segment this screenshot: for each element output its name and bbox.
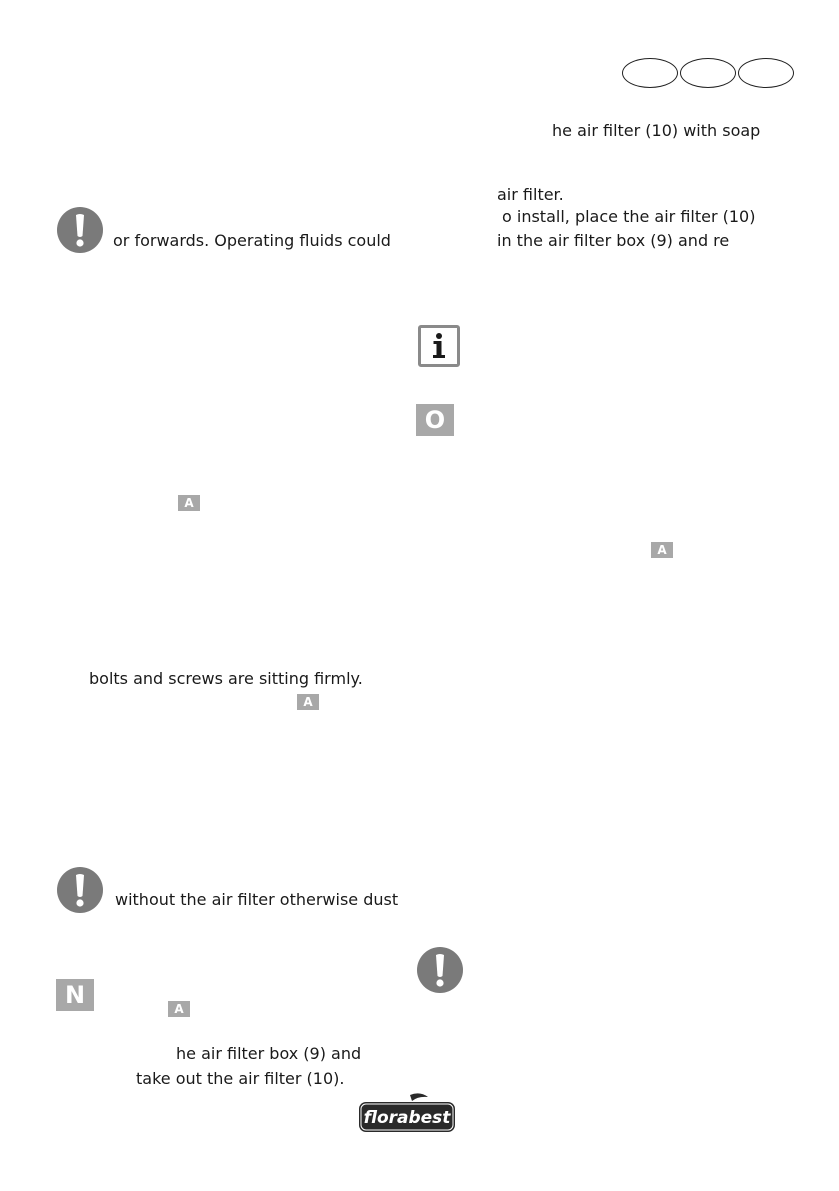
figure-reference: A <box>168 1001 190 1017</box>
body-text: he air filter box (9) and <box>176 1044 362 1063</box>
body-text: he air filter (10) with soap <box>552 121 761 140</box>
florabest-logo <box>358 1092 456 1134</box>
language-badges <box>622 58 794 90</box>
info-icon <box>418 325 460 367</box>
language-badge <box>622 58 678 88</box>
language-badge <box>680 58 736 88</box>
warning-text: or forwards. Operating fluids could <box>113 231 391 250</box>
figure-reference: A <box>178 495 200 511</box>
exclamation-warning-icon <box>416 946 464 994</box>
body-text: bolts and screws are sitting firmly. <box>89 669 363 688</box>
section-letter-badge: N <box>56 979 94 1011</box>
language-badge <box>738 58 794 88</box>
section-letter-badge: O <box>416 404 454 436</box>
exclamation-warning-icon <box>56 866 104 914</box>
warning-text: without the air filter otherwise dust <box>115 890 399 909</box>
body-text: in the air filter box (9) and re <box>497 231 730 250</box>
figure-reference: A <box>651 542 673 558</box>
exclamation-warning-icon <box>56 206 104 254</box>
body-text: o install, place the air filter (10) <box>502 207 756 226</box>
figure-reference: A <box>297 694 319 710</box>
body-text: air filter. <box>497 185 564 204</box>
logo-text: florabest <box>363 1108 451 1128</box>
body-text: take out the air filter (10). <box>136 1069 345 1088</box>
